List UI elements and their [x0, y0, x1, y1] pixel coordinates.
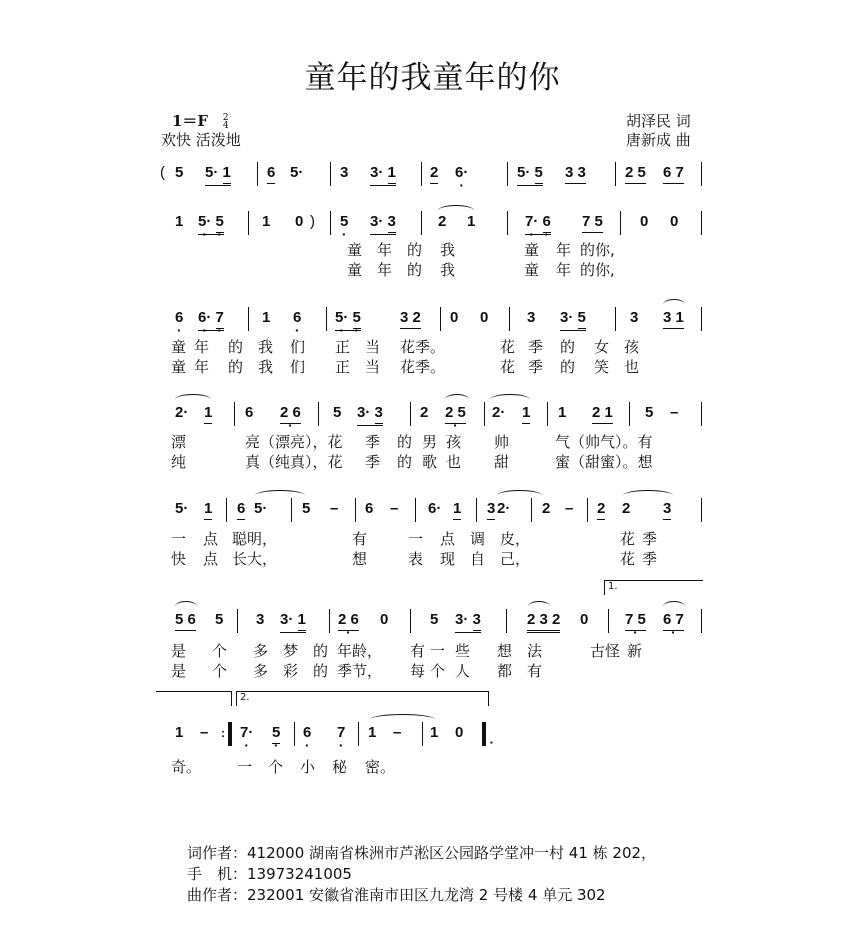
lyric: 童 [171, 358, 187, 376]
barline [547, 402, 548, 426]
lyric: 个 [212, 642, 228, 660]
lyricist-phone: 手 机：13973241005 [187, 865, 352, 883]
lyric: 有 [527, 662, 543, 680]
barline [701, 162, 702, 186]
note: 6· · [455, 164, 468, 182]
lyric: 我 [440, 241, 456, 259]
note: 1 [467, 213, 476, 230]
lyric: 孩 [624, 338, 640, 356]
lyric: 年 [194, 338, 210, 356]
lyrics-system-2 [0, 240, 865, 279]
note: 6 · [293, 309, 301, 327]
lyric: 点 [440, 530, 456, 548]
note-group: 2 1 [592, 404, 613, 424]
lyric: 年 [556, 241, 572, 259]
rest: 0 [480, 309, 489, 326]
note: 1 [175, 724, 184, 741]
tempo-marking: 欢快 活泼地 [161, 131, 241, 149]
note: 2· [175, 404, 189, 421]
barline [484, 402, 485, 426]
note: 2 [597, 500, 605, 520]
dash: – [670, 404, 679, 421]
note: 2 [542, 500, 551, 517]
barline [701, 609, 702, 633]
lyric: 当 [365, 358, 381, 376]
note: 7· · [240, 724, 253, 742]
repeat-dots-icon: : [221, 726, 225, 740]
note: 5· [290, 164, 304, 181]
note: 2 [622, 500, 631, 517]
lyric: 的 [313, 642, 329, 660]
note-group: 3· 1 [280, 611, 306, 633]
lyric: 长大， [232, 550, 278, 568]
rest: 0 [380, 611, 389, 628]
barline [531, 498, 532, 522]
barline [421, 162, 422, 186]
lyric: 真（纯真），花 [245, 453, 343, 471]
score-system-2 [0, 213, 865, 243]
note-group: 6 7 [663, 164, 684, 184]
dash: – [565, 500, 574, 517]
note: 5 [215, 611, 224, 628]
lyricist-credit: 胡泽民 词 [626, 112, 691, 130]
lyric: 童 [347, 241, 363, 259]
lyric: 个 [430, 662, 446, 680]
lyric: 是 [171, 642, 187, 660]
lyric: 季 [642, 530, 658, 548]
lyric: 多 [253, 642, 269, 660]
lyric: 都 [497, 662, 513, 680]
note: 5· [175, 500, 189, 517]
note: 3 [527, 309, 536, 326]
dash: – [330, 500, 339, 517]
barline [237, 609, 238, 633]
note: 1 [522, 404, 530, 424]
note: 2 [430, 164, 438, 184]
composer-credit: 唐新成 曲 [626, 131, 691, 149]
barline [330, 211, 331, 235]
note-group: 2 5 · [445, 404, 466, 424]
lyric: 歌 [422, 453, 438, 471]
barline [608, 609, 609, 633]
lyric: 点 [203, 550, 219, 568]
lyric: 笑 [594, 358, 610, 376]
time-signature: 2 4 [222, 113, 229, 131]
note: 1 [262, 213, 271, 230]
lyric: 法 [527, 642, 543, 660]
lyric: 调 [470, 530, 486, 548]
note: 0 [295, 213, 304, 230]
lyric: 密。 [365, 758, 396, 776]
lyric: 的 [407, 261, 423, 279]
footer-contact [187, 843, 656, 906]
note: 5 · [272, 724, 280, 744]
lyric: 花 [500, 358, 516, 376]
lyric: 花 [500, 338, 516, 356]
barline [615, 162, 616, 186]
volta-second-ending: 2. [236, 691, 489, 706]
lyric: 快 [171, 550, 187, 568]
lyric: 花 [620, 530, 636, 548]
note: 6 · [303, 724, 311, 742]
lyric: 花季。 [400, 338, 446, 356]
lyrics-system-4 [0, 432, 865, 471]
note-group: 3· 3 [357, 404, 383, 426]
lyric: 年 [194, 358, 210, 376]
lyric: 的 [228, 338, 244, 356]
note: 5 [175, 164, 184, 181]
barline [329, 609, 330, 633]
barline [330, 162, 331, 186]
note-group: 3· 5 [560, 309, 586, 331]
lyric: 梦 [283, 642, 299, 660]
lyric: 季 [365, 433, 381, 451]
barline [318, 402, 319, 426]
lyric: 我 [440, 261, 456, 279]
lyric: 新 [627, 642, 643, 660]
lyric: 的 [560, 338, 576, 356]
lyric: 表 [408, 550, 424, 568]
lyric: 现 [440, 550, 456, 568]
lyric: 多 [253, 662, 269, 680]
lyric: 人 [455, 662, 471, 680]
lyric: 的 [560, 358, 576, 376]
note-group: 3· 1 [370, 164, 396, 186]
rest: 0 [670, 213, 679, 230]
barline [476, 498, 477, 522]
note-group: 2 5 [625, 164, 646, 184]
barline [587, 498, 588, 522]
lyric: 的 [228, 358, 244, 376]
note-group: 5· 5 [517, 164, 543, 186]
note: 1 [430, 724, 439, 741]
lyric: 甜 [494, 453, 510, 471]
lyric: 季节， [337, 662, 383, 680]
barline [701, 402, 702, 426]
note: 1 [262, 309, 271, 326]
lyric: 的你, [580, 261, 615, 279]
lyric: 的你, [580, 241, 615, 259]
note: 2 [420, 404, 429, 421]
lyric: 童 [524, 241, 540, 259]
barline [615, 307, 616, 331]
lyric: 童 [347, 261, 363, 279]
note: 6 [267, 164, 275, 184]
lyric: 季 [528, 338, 544, 356]
note-group: 3 1 [663, 309, 684, 329]
lyric: 我 [258, 338, 274, 356]
note-group: 7· · 6 · [525, 213, 551, 235]
note-group: 3· 3 [455, 611, 481, 633]
key-signature [172, 110, 229, 131]
final-barline [482, 722, 486, 746]
barline [355, 498, 356, 522]
barline [410, 609, 411, 633]
rest: 0 [640, 213, 649, 230]
lyric: 的 [397, 433, 413, 451]
lyric: 是 [171, 662, 187, 680]
repeat-barline [228, 722, 232, 746]
note: 3 [487, 500, 495, 520]
note: 3 [340, 164, 349, 181]
note-group: 5· · 5 · [335, 309, 361, 331]
lyric: 童 [524, 261, 540, 279]
note: 1 [204, 500, 212, 520]
lyrics-system-5 [0, 529, 865, 568]
song-title: 童年的我童年的你 [304, 60, 561, 96]
lyric: 有 [410, 642, 426, 660]
lyric: 的 [313, 662, 329, 680]
note: 6 [237, 500, 245, 520]
barline [326, 307, 327, 331]
lyric: 也 [446, 453, 462, 471]
lyric: 也 [624, 358, 640, 376]
lyrics-system-7 [0, 757, 865, 787]
note: 6 [365, 500, 374, 517]
rest: 0 [450, 309, 459, 326]
lyric: 年 [556, 261, 572, 279]
close-paren: ) [310, 213, 315, 230]
barline [291, 498, 292, 522]
note: 1 [204, 404, 212, 424]
lyric: 季 [528, 358, 544, 376]
note: 1 [368, 724, 377, 741]
note-group: 5· · 5 · [198, 213, 224, 235]
lyric: 想 [497, 642, 513, 660]
lyric: 正 [335, 338, 351, 356]
note: 5· [254, 500, 268, 517]
barline [507, 211, 508, 235]
lyric: 帅 [494, 433, 510, 451]
note: 6 · [175, 309, 183, 327]
barline [507, 162, 508, 186]
note: 2· [492, 404, 506, 421]
dash: – [390, 500, 399, 517]
note: 5 [645, 404, 654, 421]
barline [234, 402, 235, 426]
lyrics-system-3 [0, 337, 865, 376]
lyric: 每 [410, 662, 426, 680]
barline [509, 307, 510, 331]
lyric: 彩 [283, 662, 299, 680]
lyrics-system-6 [0, 641, 865, 680]
note: 5 [302, 500, 311, 517]
barline [248, 211, 249, 235]
lyric: 个 [268, 758, 284, 776]
note-group: 6 7 · [663, 611, 684, 631]
lyric: 气（帅气）。有 [555, 433, 653, 451]
note-group: 5 6 [175, 611, 196, 631]
lyric: 季 [365, 453, 381, 471]
lyric: 当 [365, 338, 381, 356]
lyric: 正 [335, 358, 351, 376]
score-system-7 [0, 724, 865, 754]
lyric: 的 [407, 241, 423, 259]
lyric: 古怪 [590, 642, 621, 660]
barline [701, 498, 702, 522]
lyric: 年 [377, 261, 393, 279]
barline [294, 722, 295, 746]
lyric: 蜜（甜蜜）。想 [555, 453, 653, 471]
barline [506, 609, 507, 633]
key-label: 1＝F [172, 112, 209, 130]
lyric: 点 [203, 530, 219, 548]
open-paren: ( [160, 164, 165, 181]
end-mark-icon: ▪ [490, 738, 493, 747]
slur [370, 714, 435, 725]
lyric: 漂 [171, 433, 187, 451]
composer-address: 曲作者：232001 安徽省淮南市田区九龙湾 2 号楼 4 单元 302 [187, 886, 606, 904]
note: 2· [497, 500, 511, 517]
score-system-4 [0, 404, 865, 434]
dash: – [200, 724, 209, 741]
note: 7 · [337, 724, 345, 742]
note: 6· [428, 500, 442, 517]
barline [358, 722, 359, 746]
barline [620, 211, 621, 235]
lyric: 想 [352, 550, 368, 568]
lyric: 个 [212, 662, 228, 680]
note: 5 [333, 404, 342, 421]
lyric: 己， [500, 550, 531, 568]
note: 5 · [340, 213, 348, 231]
note-group: 7 5 · [625, 611, 646, 631]
note-group: 3· 3 [370, 213, 396, 235]
lyric: 季 [642, 550, 658, 568]
note: 3 [663, 500, 671, 520]
lyric: 奇。 [171, 758, 202, 776]
score-system-1 [0, 164, 865, 194]
barline [422, 722, 423, 746]
lyricist-address: 词作者：412000 湖南省株洲市芦淞区公园路学堂冲一村 41 栋 202， [187, 844, 657, 862]
note-group: 2 6 · [338, 611, 359, 631]
barline [440, 307, 441, 331]
barline [701, 307, 702, 331]
rest: 0 [580, 611, 589, 628]
score-system-5 [0, 500, 865, 530]
lyric: 小 [300, 758, 316, 776]
lyric: 一 [237, 758, 253, 776]
lyric: 一 [171, 530, 187, 548]
dash: – [393, 724, 402, 741]
note-group: 6· · 7 · [198, 309, 224, 331]
lyric: 纯 [171, 453, 187, 471]
lyric: 年 [377, 241, 393, 259]
volta-first-ending-continued [156, 691, 232, 706]
lyric: 的 [397, 453, 413, 471]
note: 1 [175, 213, 184, 230]
lyric: 秘 [332, 758, 348, 776]
note: 3 [256, 611, 265, 628]
note-group: 5· 1 [205, 164, 231, 186]
note: 5 [430, 611, 439, 628]
note: 3 [630, 309, 639, 326]
barline [226, 498, 227, 522]
lyric: 亮（漂亮），花 [245, 433, 343, 451]
barline [421, 211, 422, 235]
lyric: 自 [470, 550, 486, 568]
barline [257, 162, 258, 186]
lyric: 年龄， [337, 642, 383, 660]
barline [629, 402, 630, 426]
rest: 0 [455, 724, 464, 741]
lyric: 一 [430, 642, 446, 660]
barline [410, 402, 411, 426]
note-group: 7 5 [582, 213, 603, 233]
note: 1 [453, 500, 461, 520]
note-group: 2 6 · [280, 404, 301, 424]
note-group: 2 3 2 [527, 611, 560, 633]
lyric: 聪明， [232, 530, 278, 548]
barline [701, 211, 702, 235]
barline [248, 307, 249, 331]
lyric: 花 [620, 550, 636, 568]
score-system-6 [0, 611, 865, 641]
lyric: 我 [258, 358, 274, 376]
note: 2 [438, 213, 447, 230]
lyric: 一 [408, 530, 424, 548]
note: 6 [245, 404, 254, 421]
lyric: 些 [455, 642, 471, 660]
lyric: 童 [171, 338, 187, 356]
lyric: 有 [352, 530, 368, 548]
note: 1 [558, 404, 567, 421]
lyric: 们 [290, 338, 306, 356]
volta-first-ending: 1. [604, 580, 703, 595]
lyric: 们 [290, 358, 306, 376]
score-system-3 [0, 309, 865, 339]
lyric: 花季。 [400, 358, 446, 376]
lyric: 女 [594, 338, 610, 356]
lyric: 皮， [500, 530, 531, 548]
barline [415, 498, 416, 522]
note-group: 3 2 [400, 309, 421, 329]
lyric: 孩 [446, 433, 462, 451]
lyric: 男 [422, 433, 438, 451]
note-group: 3 3 [565, 164, 586, 184]
